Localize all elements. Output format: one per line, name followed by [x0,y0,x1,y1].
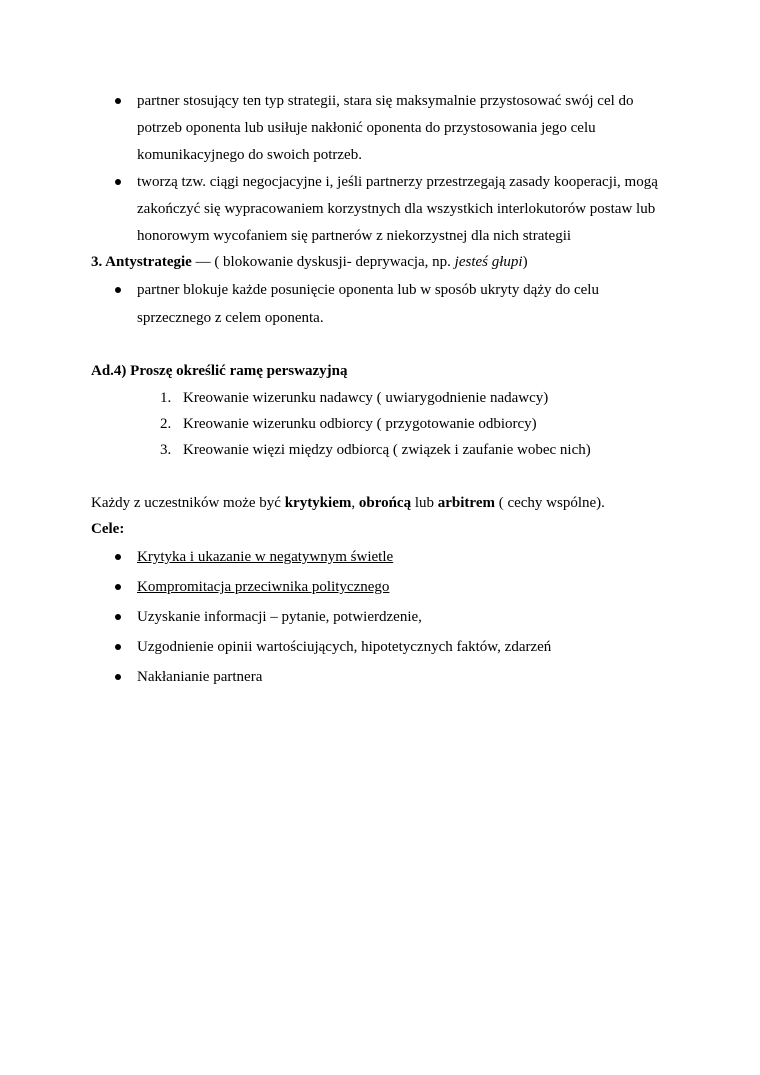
s1-b1-line2: potrzeb oponenta lub usiłuje nakłonić oponenta do przystosowania jego celu [137,120,596,136]
ad4-item-num: 2. [160,416,172,432]
arbiter-bold: arbitrem [437,495,495,511]
p-text: ( cechy wspólne). [494,495,605,511]
bullet-icon [115,614,121,620]
heading-bold: 3. Antystrategie [91,254,192,270]
goal-item [137,548,393,566]
bullet-icon [115,287,121,293]
krytyk-bold: krytykiem [284,495,352,511]
heading-end: ) [522,254,528,270]
ad4-item-num: 3. [160,442,172,458]
s1-b1-line3: komunikacyjnego do swoich potrzeb. [137,147,362,163]
ad4-item-text: Kreowanie więzi między odbiorcą ( związek i zaufanie wobec nich) [183,442,591,458]
ad4-item-text: Kreowanie wizerunku odbiorcy ( przygotowanie odbiorcy) [183,416,537,432]
ad4-item-num: 1. [160,390,172,406]
heading-rest: — ( blokowanie dyskusji- deprywacja, np. [191,254,455,270]
s1-b1-line1: partner stosujący ten typ strategii, stara się maksymalnie przystosować swój cel do [137,93,634,109]
heading-italic: jesteś głupi [454,254,523,270]
p-text: , [351,495,359,511]
goal-item: Uzgodnienie opinii wartościujących, hipotetycznych faktów, zdarzeń [137,639,552,655]
participants-paragraph [91,494,605,512]
obronca-bold: obrońcą [358,495,412,511]
s1-b2-line1: tworzą tzw. ciągi negocjacyjne i, jeśli partnerzy przestrzegają zasady kooperacji, mogą [137,174,658,190]
bullet-icon [115,674,121,680]
goal-item [137,578,389,596]
bullet-icon [115,584,121,590]
p-text: lub [411,495,438,511]
s3-b1-line2: sprzecznego z celem oponenta. [137,310,324,326]
ad4-heading: Ad.4) Proszę określić ramę perswazyjną [91,363,348,379]
goal-text-underlined: Kompromitacja przeciwnika politycznego [137,579,390,595]
p-text: Każdy z uczestników może być [91,495,285,511]
s1-b2-line3: honorowym wycofaniem się partnerów z niekorzystnej dla nich strategii [137,228,572,244]
ad4-item-text: Kreowanie wizerunku nadawcy ( uwiarygodnienie nadawcy) [183,390,549,406]
goal-item: Nakłanianie partnera [137,669,263,685]
s1-b2-line2: zakończyć się wypracowaniem korzystnych dla wszystkich interlokutorów postaw lub [137,201,656,217]
goal-item: Uzyskanie informacji – pytanie, potwierdzenie, [137,609,422,625]
bullet-icon [115,98,121,104]
bullet-icon [115,644,121,650]
bullet-icon [115,554,121,560]
bullet-icon [115,179,121,185]
goals-heading: Cele: [91,521,125,537]
goal-text-underlined: Krytyka i ukazanie w negatywnym świetle [137,549,394,565]
s3-b1-line1: partner blokuje każde posunięcie oponenta lub w sposób ukryty dąży do celu [137,282,599,298]
antystrategie-heading [91,253,528,271]
